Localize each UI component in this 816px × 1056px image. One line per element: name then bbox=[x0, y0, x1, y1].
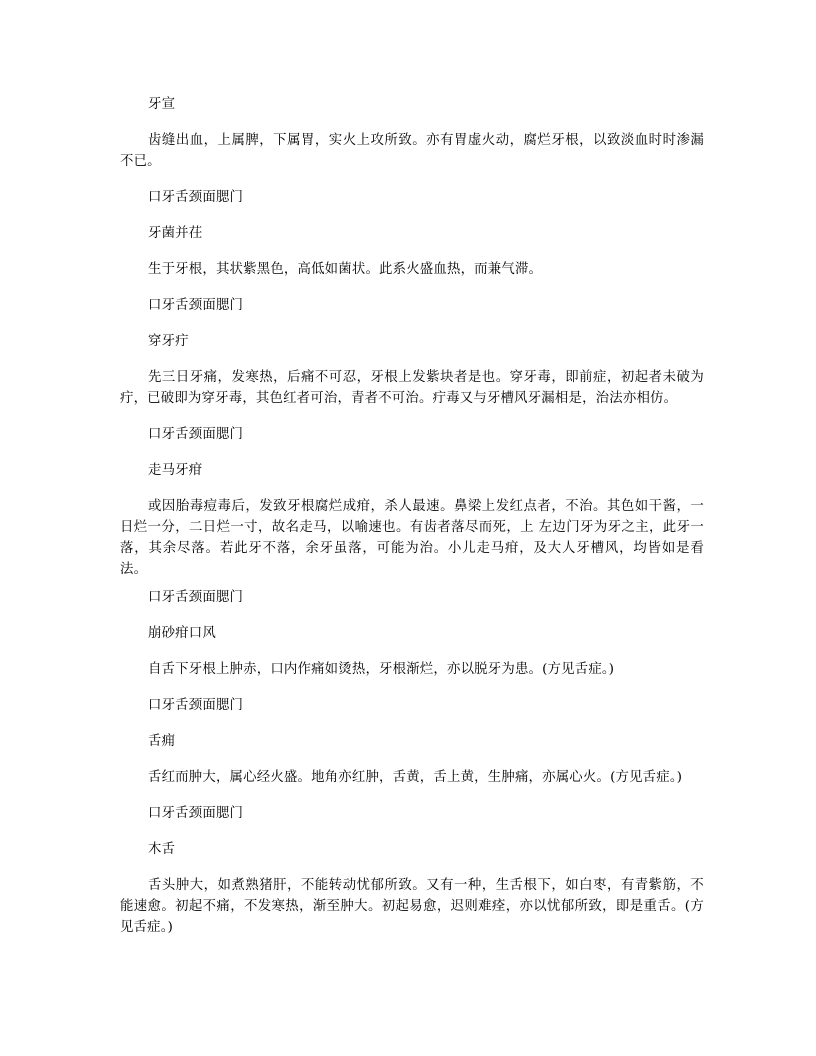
paragraph: 自舌下牙根上肿赤，口内作痛如烫热，牙根渐烂，亦以脱牙为患。(方见舌症。) bbox=[148, 662, 615, 677]
paragraph: 舌头肿大，如煮熟猪肝，不能转动忧郁所致。又有一种，生舌根下，如白枣，有青紫筋，不能速愈。初起不痛，不发寒热，渐至肿大。初起易愈，迟则难痊，亦以忧郁所致，即是重舌。(方见舌症。) bbox=[120, 878, 704, 935]
section-heading: 木舌 bbox=[148, 842, 176, 857]
section-heading: 走马牙疳 bbox=[148, 463, 203, 478]
section-heading: 崩砂疳口风 bbox=[148, 626, 216, 641]
chapter-label: 口牙舌颈面腮门 bbox=[148, 427, 244, 442]
paragraph: 齿缝出血，上属脾，下属胃，实火上攻所致。亦有胃虚火动，腐烂牙根，以致淡血时时渗漏不已。 bbox=[120, 133, 704, 169]
chapter-label: 口牙舌颈面腮门 bbox=[148, 590, 244, 605]
paragraph: 先三日牙痛，发寒热，后痛不可忍，牙根上发紫块者是也。穿牙毒，即前症，初起者未破为疔，已破即为穿牙毒，其色红者可治，青者不可治。疔毒又与牙槽风牙漏相是，治法亦相仿。 bbox=[120, 370, 704, 406]
section-heading: 牙宣 bbox=[148, 97, 176, 112]
paragraph: 生于牙根，其状紫黑色，高低如菌状。此系火盛血热，而兼气滞。 bbox=[148, 262, 543, 277]
chapter-label: 口牙舌颈面腮门 bbox=[148, 698, 244, 713]
paragraph: 或因胎毒痘毒后，发致牙根腐烂成疳，杀人最速。鼻梁上发红点者，不治。其色如干酱，一日烂一分，二日烂一寸，故名走马，以喻速也。有齿者落尽而死，上 左边门牙为牙之主，此牙一落，其余尽落。若此牙不落，余牙虽落，可能为治。小儿走马疳，及大人牙槽风，均皆如是看法。 bbox=[120, 499, 704, 577]
section-heading: 牙菌并茌 bbox=[148, 226, 203, 241]
chapter-label: 口牙舌颈面腮门 bbox=[148, 806, 244, 821]
chapter-label: 口牙舌颈面腮门 bbox=[148, 190, 244, 205]
chapter-label: 口牙舌颈面腮门 bbox=[148, 298, 244, 313]
section-heading: 穿牙疔 bbox=[148, 334, 189, 349]
section-heading: 舌痈 bbox=[148, 734, 176, 749]
paragraph: 舌红而肿大，属心经火盛。地角亦红肿，舌黄，舌上黄，生肿痛，亦属心火。(方见舌症。) bbox=[148, 770, 683, 785]
